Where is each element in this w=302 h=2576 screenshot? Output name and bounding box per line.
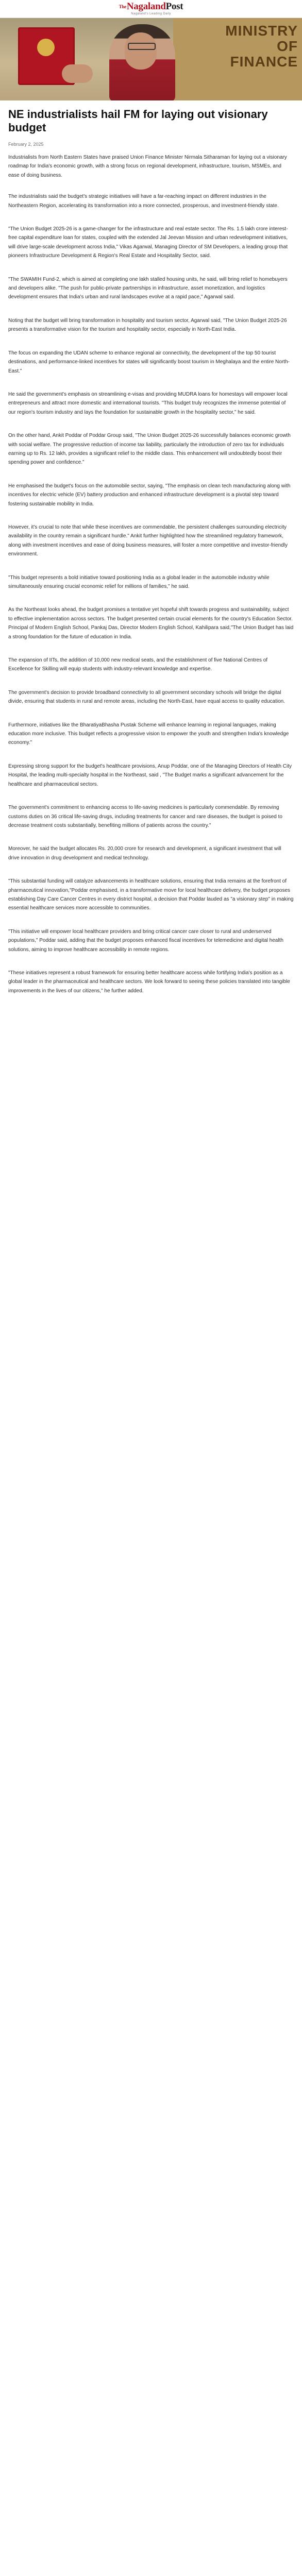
hero-image bbox=[0, 18, 302, 100]
article bbox=[0, 108, 302, 995]
article-paragraph: "This budget represents a bold initiative toward positioning India as a global leader in the automobile industry while simultaneously ensuring crucial economic relief for millions of families," he said. bbox=[8, 574, 270, 589]
article-paragraph: Industrialists from North Eastern States have praised Union Finance Minister Nirmala Sitharaman for laying out a visionary roadmap for India's economic growth, with a strong focus on regional development, infrastructure, tourism, MSMEs, and ease of doing business. bbox=[8, 155, 287, 178]
article-headline: NE industrialists hail FM for laying out visionary budget bbox=[8, 108, 268, 134]
logo-nagaland: Nagaland bbox=[126, 1, 166, 12]
hero-face bbox=[125, 32, 157, 70]
hero-sign-text: MINISTRY OF FINANCE bbox=[225, 23, 298, 70]
article-paragraph: Moreover, he said the budget allocates Rs. 20,000 crore for research and development, a significant investment that will drive innovation in drug development and medical technology. bbox=[8, 846, 281, 861]
logo-tagline: Nagaland's Leading Daily bbox=[131, 12, 171, 15]
article-paragraph: Expressing strong support for the budget's healthcare provisions, Anup Poddar, one of the Managing Directors of Health City Hospital, the leading multi-specialty hospital in the Northeast, said , "The Budget marks a significant advancement for the healthcare and pharmaceutical sectors. bbox=[8, 763, 292, 787]
article-paragraph: "The Union Budget 2025-26 is a game-changer for the infrastructure and real estate sector. The Rs. 1.5 lakh crore interest-free capital expenditure loan for states, coupled with the extended Jal Jeevan Mission and urban redevelopment initiatives, will drive large-scale development across India," Vikas Agarwal, Managing Director of SM Developers, a leading group that pioneers Infrastructure Development & Region's Real Estate and Hospitality Sector, said. bbox=[8, 226, 288, 259]
article-paragraph: "This initiative will empower local healthcare providers and bring critical cancer care closer to rural and underserved populations," Poddar said, adding that the budget proposes enhanced fiscal incentives for telemedicine and digital health solutions, aiming to improve healthcare accessibility in remote regions. bbox=[8, 928, 283, 953]
article-paragraph: He said the government's emphasis on streamlining e-visas and providing MUDRA loans for homestays will empower local entrepreneurs and attract more domestic and international tourists. "This budget truly recognizes the immense potential of our region's tourism industry and lays the foundation for sustainable growth in the hospitality sector," he said. bbox=[8, 391, 288, 415]
article-paragraph: On the other hand, Ankit Poddar of Poddar Group said, "The Union Budget 2025-26 successfully balances economic growth with social welfare. The progressive reduction of income tax liability, particularly the introduction of zero tax for individuals earning up to Rs. 12 lakh, provides a significant relief to the middle class. This enhancement will undoubtedly boost their spending power and confidence." bbox=[8, 433, 291, 466]
page bbox=[0, 0, 302, 995]
masthead bbox=[0, 0, 302, 18]
article-paragraph: The government's commitment to enhancing access to life-saving medicines is particularly commendable. By removing customs duties on 36 critical life-saving drugs, including treatments for cancer and rare diseases, the budget is poised to decrease treatment costs substantially, benefiting millions of patients across the country." bbox=[8, 805, 282, 828]
article-paragraph: "These initiatives represent a robust framework for ensuring better healthcare access while fortifying India's position as a global leader in the pharmaceutical and healthcare sectors. We look forward to seeing these policies translated into tangible improvements in the lives of our citizens," he further added. bbox=[8, 970, 290, 994]
article-paragraph: "This substantial funding will catalyze advancements in healthcare solutions, ensuring that India remains at the forefront of pharmaceutical innovation,"Poddar emphasised, in a transformative move for local healthcare delivery, the budget proposes establishing Day Care Cancer Centres in every district hospital, a decision that Poddar lauded as "a visionary step" in making essential healthcare services more accessible to communities. bbox=[8, 878, 294, 911]
logo-the: The bbox=[119, 4, 126, 9]
site-logo[interactable] bbox=[119, 2, 183, 16]
article-paragraph: He emphasised the budget's focus on the automobile sector, saying, "The emphasis on clean tech manufacturing along with incentives for electric vehicle (EV) battery production and enhanced infrastructure development is a pivotal step toward fostering sustainable mobility in India. bbox=[8, 483, 291, 507]
hero-emblem-icon bbox=[37, 39, 55, 56]
article-paragraph: The industrialists said the budget's strategic initiatives will have a far-reaching impact on different industries in the Northeastern Region, accelerating its transformation into a more connected, prosperous, and investment-friendly state. bbox=[8, 194, 279, 209]
article-paragraph: As the Northeast looks ahead, the budget promises a tentative yet hopeful shift towards progress and sustainability, subject to effective implementation across sectors. The budget presented certain crucial elements for the country's Education Sector. Principal of Modern English School, Pankaj Das, Director Modern English School, Kahilipara said,"The Union Budget has laid a strong foundation for the future of education in India. bbox=[8, 607, 294, 640]
article-date: February 2, 2025 bbox=[8, 142, 44, 147]
hero-glasses bbox=[128, 43, 156, 50]
article-paragraph: However, it's crucial to note that while these incentives are commendable, the persistent challenges surrounding electricity availability in the country remain a significant hurdle." Ankit further highlighted how the streamlined regulatory framework, along with investment incentives and ease of doing business measures, will foster a more competitive and investor-friendly environment. bbox=[8, 524, 288, 557]
logo-wordmark bbox=[119, 2, 183, 12]
article-paragraph: The government's decision to provide broadband connectivity to all government secondary schools will bridge the digital divide, ensuring that students in rural and remote areas, including the North-East, have equal access to quality education. bbox=[8, 689, 285, 705]
article-paragraph: "The SWAMIH Fund-2, which is aimed at completing one lakh stalled housing units, he said, will bring relief to homebuyers and developers alike. "The push for public-private partnerships in infrastructure, asset monetization, and logistics development ensures that India's urban and rural landscapes evolve at a rapid pace," Agarwal said. bbox=[8, 276, 288, 300]
article-paragraph: The expansion of IITs, the addition of 10,000 new medical seats, and the establishment of five National Centres of Excellence for Skilling will equip students with industry-relevant knowledge and expertise. bbox=[8, 657, 268, 672]
article-paragraph: The focus on expanding the UDAN scheme to enhance regional air connectivity, the development of the top 50 tourist destinations, and performance-linked incentives for states will significantly boost tourism in Meghalaya and the entire North-East." bbox=[8, 350, 290, 374]
logo-post: Post bbox=[165, 1, 183, 12]
article-paragraph: Noting that the budget will bring transformation in hospitality and tourism sector, Agarwal said, "The Union Budget 2025-26 presents a transformative vision for the tourism and hospitality sector, especially in North-East India. bbox=[8, 317, 287, 333]
hero-hand bbox=[62, 64, 93, 83]
article-paragraph: Furthermore, initiatives like the BharatiyaBhasha Pustak Scheme will enhance learning in regional languages, making education more inclusive. This budget reflects a progressive vision to empower the youth and strengthen India's knowledge economy." bbox=[8, 722, 289, 746]
